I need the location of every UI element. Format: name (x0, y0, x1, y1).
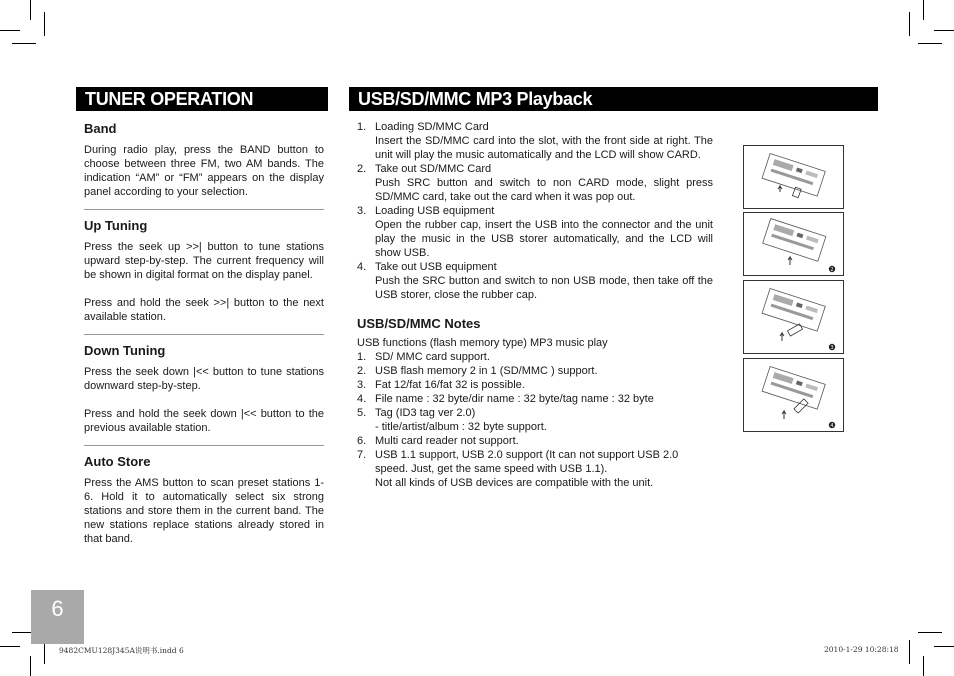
note-text: USB 1.1 support, USB 2.0 support (It can not support USB 2.0 speed. Just, get the same speed with USB 1.1). (375, 449, 679, 475)
crop-mark (923, 656, 924, 676)
step-title: Loading USB equipment (375, 205, 495, 217)
car-stereo-illustration (744, 213, 843, 275)
step-number: 2. (357, 163, 367, 175)
auto-store-section (84, 454, 324, 546)
band-text: During radio play, press the BAND button to choose between three FM, two AM bands. The indication “AM” or “FM” appears on the display panel according to your selection. (84, 144, 324, 198)
crop-mark (909, 12, 910, 36)
step-title: Take out SD/MMC Card (375, 163, 492, 175)
step-title: Loading SD/MMC Card (375, 121, 489, 133)
down-tuning-text: Press the seek down |<< button to tune stations downward step-by-step. (84, 366, 324, 392)
step-number: 3. (357, 205, 367, 217)
list-item (357, 448, 713, 476)
footer-timestamp: 2010-1-29 10:28:18 (824, 645, 899, 654)
crop-mark (918, 632, 942, 633)
list-item (357, 204, 713, 260)
note-text: Tag (ID3 tag ver 2.0) (375, 407, 476, 419)
crop-mark (918, 43, 942, 44)
crop-mark (0, 30, 20, 31)
crop-mark (934, 30, 954, 31)
note-number: 6. (357, 435, 367, 447)
usb-playback-header: USB/SD/MMC MP3 Playback (349, 87, 878, 111)
note-number: 1. (357, 351, 367, 363)
notes-title: USB/SD/MMC Notes (357, 316, 481, 331)
list-item (357, 120, 713, 162)
list-item (357, 260, 713, 302)
note-text: Multi card reader not support. (375, 435, 519, 447)
car-stereo-illustration (744, 146, 843, 208)
crop-mark (44, 12, 45, 36)
note-text: Not all kinds of USB devices are compatible with the unit. (375, 477, 654, 489)
note-text: SD/ MMC card support. (375, 351, 490, 363)
step-number: 4. (357, 261, 367, 273)
figure-remove-usb (743, 358, 844, 432)
page-number: 6 (31, 590, 84, 644)
section-divider (84, 209, 324, 210)
crop-mark (909, 640, 910, 664)
figure-insert-usb (743, 280, 844, 354)
figure-badge: 3 (830, 345, 834, 352)
list-item (357, 420, 713, 434)
list-item (357, 350, 713, 364)
crop-mark (934, 646, 954, 647)
playback-steps-list (357, 120, 713, 302)
crop-mark (923, 0, 924, 20)
down-tuning-title: Down Tuning (84, 343, 166, 358)
note-text: File name : 32 byte/dir name : 32 byte/tag name : 32 byte (375, 393, 654, 405)
crop-mark (30, 656, 31, 676)
step-text: Push SRC button and switch to non CARD mode, slight press SD/MMC card, take out the card when it was pop out. (375, 177, 713, 203)
step-text: Open the rubber cap, insert the USB into the connector and the unit play the music in the USB storer automatically, and the LCD will show USB. (375, 219, 713, 259)
up-tuning-title: Up Tuning (84, 218, 148, 233)
step-number: 1. (357, 121, 367, 133)
band-title: Band (84, 121, 117, 136)
note-number (357, 476, 375, 490)
car-stereo-illustration (744, 281, 843, 353)
list-item (357, 392, 713, 406)
band-section (84, 121, 324, 199)
crop-mark (0, 646, 20, 647)
figure-badge: 2 (830, 267, 834, 274)
figure-badge: 4 (830, 423, 834, 430)
footer-filename: 9482CMU128J345A说明书.indd 6 (59, 646, 184, 655)
auto-store-text: Press the AMS button to scan preset stations 1-6. Hold it to automatically select six strong stations and store them in the current band. The new stations replace stations already stored in that band. (84, 477, 324, 545)
figure-remove-card (743, 212, 844, 276)
auto-store-title: Auto Store (84, 454, 151, 469)
up-tuning-text: Press the seek up >>| button to tune stations upward step-by-step. The current frequency will be shown in digital format on the display panel. (84, 241, 324, 281)
list-item (357, 378, 713, 392)
crop-mark (30, 0, 31, 20)
list-item (357, 364, 713, 378)
tuner-operation-header: TUNER OPERATION (76, 87, 328, 111)
figure-insert-card (743, 145, 844, 209)
list-item (357, 406, 713, 420)
down-tuning-section (84, 343, 324, 435)
notes-list (357, 350, 713, 490)
note-number: 7. (357, 449, 367, 461)
notes-intro: USB functions (flash memory type) MP3 music play (357, 337, 608, 349)
step-title: Take out USB equipment (375, 261, 497, 273)
down-tuning-hold-text: Press and hold the seek down |<< button to the previous available station. (84, 408, 324, 434)
note-number: 4. (357, 393, 367, 405)
note-text: Fat 12/fat 16/fat 32 is possible. (375, 379, 525, 391)
list-item (357, 434, 713, 448)
note-number: 5. (357, 407, 367, 419)
step-text: Push the SRC button and switch to non USB mode, then take off the USB storer, close the rubber cap. (375, 275, 713, 301)
list-item (357, 476, 713, 490)
crop-mark (12, 43, 36, 44)
step-text: Insert the SD/MMC card into the slot, with the front side at right. The unit will play the music automatically and the LCD will show CARD. (375, 135, 713, 161)
note-text: - title/artist/album : 32 byte support. (375, 421, 547, 433)
up-tuning-hold-text: Press and hold the seek >>| button to the next available station. (84, 297, 324, 323)
note-number (357, 420, 375, 434)
playback-column (357, 120, 713, 490)
note-number: 2. (357, 365, 367, 377)
up-tuning-section (84, 218, 324, 324)
note-number: 3. (357, 379, 367, 391)
list-item (357, 162, 713, 204)
section-divider (84, 334, 324, 335)
tuner-column (84, 121, 324, 546)
car-stereo-illustration (744, 359, 843, 431)
note-text: USB flash memory 2 in 1 (SD/MMC ) support. (375, 365, 598, 377)
section-divider (84, 445, 324, 446)
